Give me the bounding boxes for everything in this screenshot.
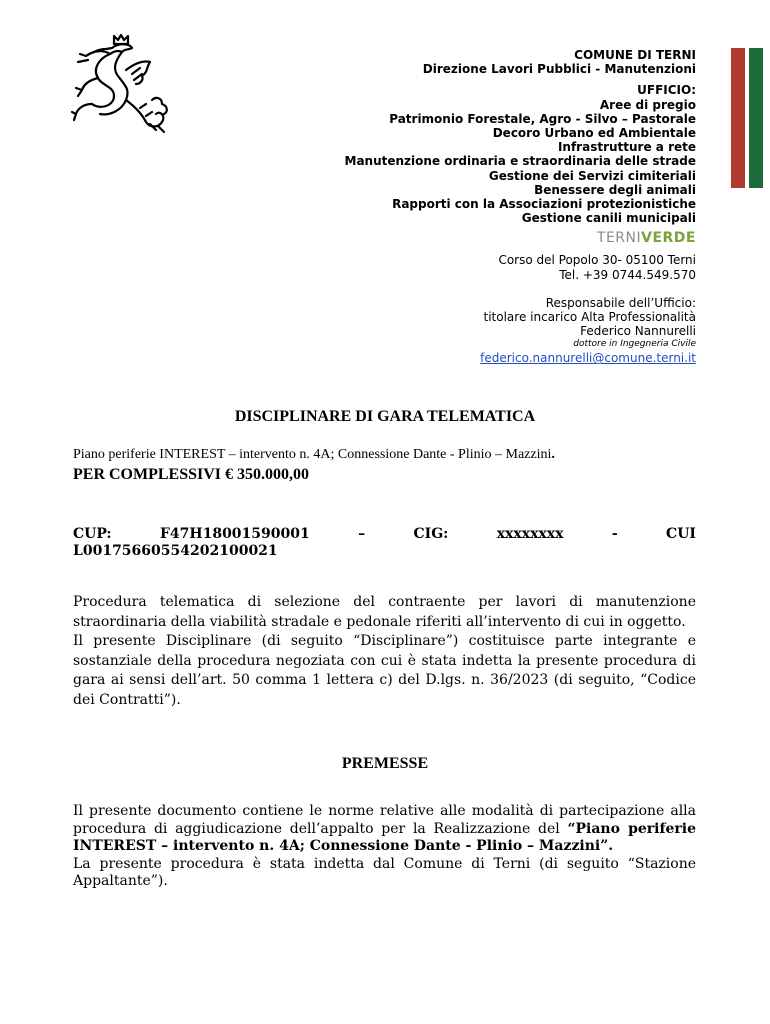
flag-green-stripe bbox=[749, 48, 763, 188]
premesse-paragraph bbox=[73, 803, 696, 891]
responsabile-role: titolare incarico Alta Professionalità bbox=[483, 310, 696, 325]
ufficio-item: Aree di pregio bbox=[599, 97, 696, 112]
direzione: Direzione Lavori Pubblici - Manutenzioni bbox=[422, 62, 696, 77]
premesse-intro: Il presente documento contiene le norme relative alle modalità di partecipazione alla procedura di aggiudicazione dell’appalto per la Realizzazione del bbox=[73, 803, 696, 837]
total-amount: PER COMPLESSIVI € 350.000,00 bbox=[73, 466, 310, 483]
premesse-project: “Piano periferie INTEREST – intervento n. 4A; Connessione Dante - Plinio – Mazzini”. bbox=[73, 820, 696, 855]
responsabile-title: dottore in Ingegneria Civile bbox=[573, 339, 696, 350]
ufficio-item: Gestione canili municipali bbox=[521, 211, 696, 226]
cup-label: CUP: bbox=[73, 526, 112, 542]
intro-paragraph bbox=[73, 593, 696, 710]
codes-block bbox=[73, 526, 696, 560]
disciplinare-description: Il presente Disciplinare (di seguito “Disciplinare”) costituisce parte integrante e sostanziale della procedura negoziata con cui è stata indetta la presente procedura di gara ai sensi dell’art. 50 comma 1 lettera c) del D.lgs. n. 36/2023 (di seguito, “Codice dei Contratti”). bbox=[73, 633, 696, 708]
project-subject: Piano periferie INTEREST – intervento n. 4A; Connessione Dante - Plinio – Mazzini. bbox=[73, 447, 555, 462]
cui-value: L00175660554202100021 bbox=[73, 543, 278, 559]
separator: – bbox=[358, 526, 366, 542]
terniverde-logo: TERNIVERDE bbox=[596, 230, 696, 247]
ufficio-label: UFFICIO: bbox=[637, 83, 696, 98]
cup-value: F47H18001590001 bbox=[159, 526, 310, 542]
ufficio-item: Manutenzione ordinaria e straordinaria delle strade bbox=[344, 154, 696, 169]
ufficio-item: Infrastrutture a rete bbox=[557, 140, 696, 155]
city-flag bbox=[731, 48, 763, 188]
ufficio-item: Decoro Urbano ed Ambientale bbox=[492, 126, 696, 141]
cui-label: CUI bbox=[666, 526, 696, 542]
terni-dragon-crest-icon bbox=[70, 34, 175, 139]
cig-label: CIG: bbox=[413, 526, 449, 542]
ufficio-item: Gestione dei Servizi cimiteriali bbox=[488, 168, 696, 183]
responsabile-name: Federico Nannurelli bbox=[580, 324, 696, 339]
address: Corso del Popolo 30- 05100 Terni bbox=[498, 253, 696, 268]
flag-red-stripe bbox=[731, 48, 745, 188]
telephone: Tel. +39 0744.549.570 bbox=[559, 267, 696, 282]
cig-value: xxxxxxxx bbox=[496, 526, 564, 542]
responsabile-label: Responsabile dell’Ufficio: bbox=[545, 295, 696, 310]
ufficio-item: Patrimonio Forestale, Agro - Silvo – Pastorale bbox=[389, 111, 696, 126]
comune-name: COMUNE DI TERNI bbox=[574, 48, 696, 62]
letterhead bbox=[345, 48, 696, 366]
separator: - bbox=[611, 526, 618, 542]
ufficio-item: Rapporti con la Associazioni protezionistiche bbox=[392, 197, 696, 212]
document-title: DISCIPLINARE DI GARA TELEMATICA bbox=[234, 408, 536, 425]
ufficio-item: Benessere degli animali bbox=[534, 182, 696, 197]
email-link[interactable]: federico.nannurelli@comune.terni.it bbox=[480, 351, 696, 366]
premesse-stazione: La presente procedura è stata indetta dal Comune di Terni (di seguito “Stazione Appaltante”). bbox=[73, 855, 696, 890]
procedure-description: Procedura telematica di selezione del contraente per lavori di manutenzione straordinaria della viabilità stradale e pedonale riferiti all’intervento di cui in oggetto. bbox=[73, 594, 696, 630]
premesse-heading: PREMESSE bbox=[341, 755, 429, 772]
